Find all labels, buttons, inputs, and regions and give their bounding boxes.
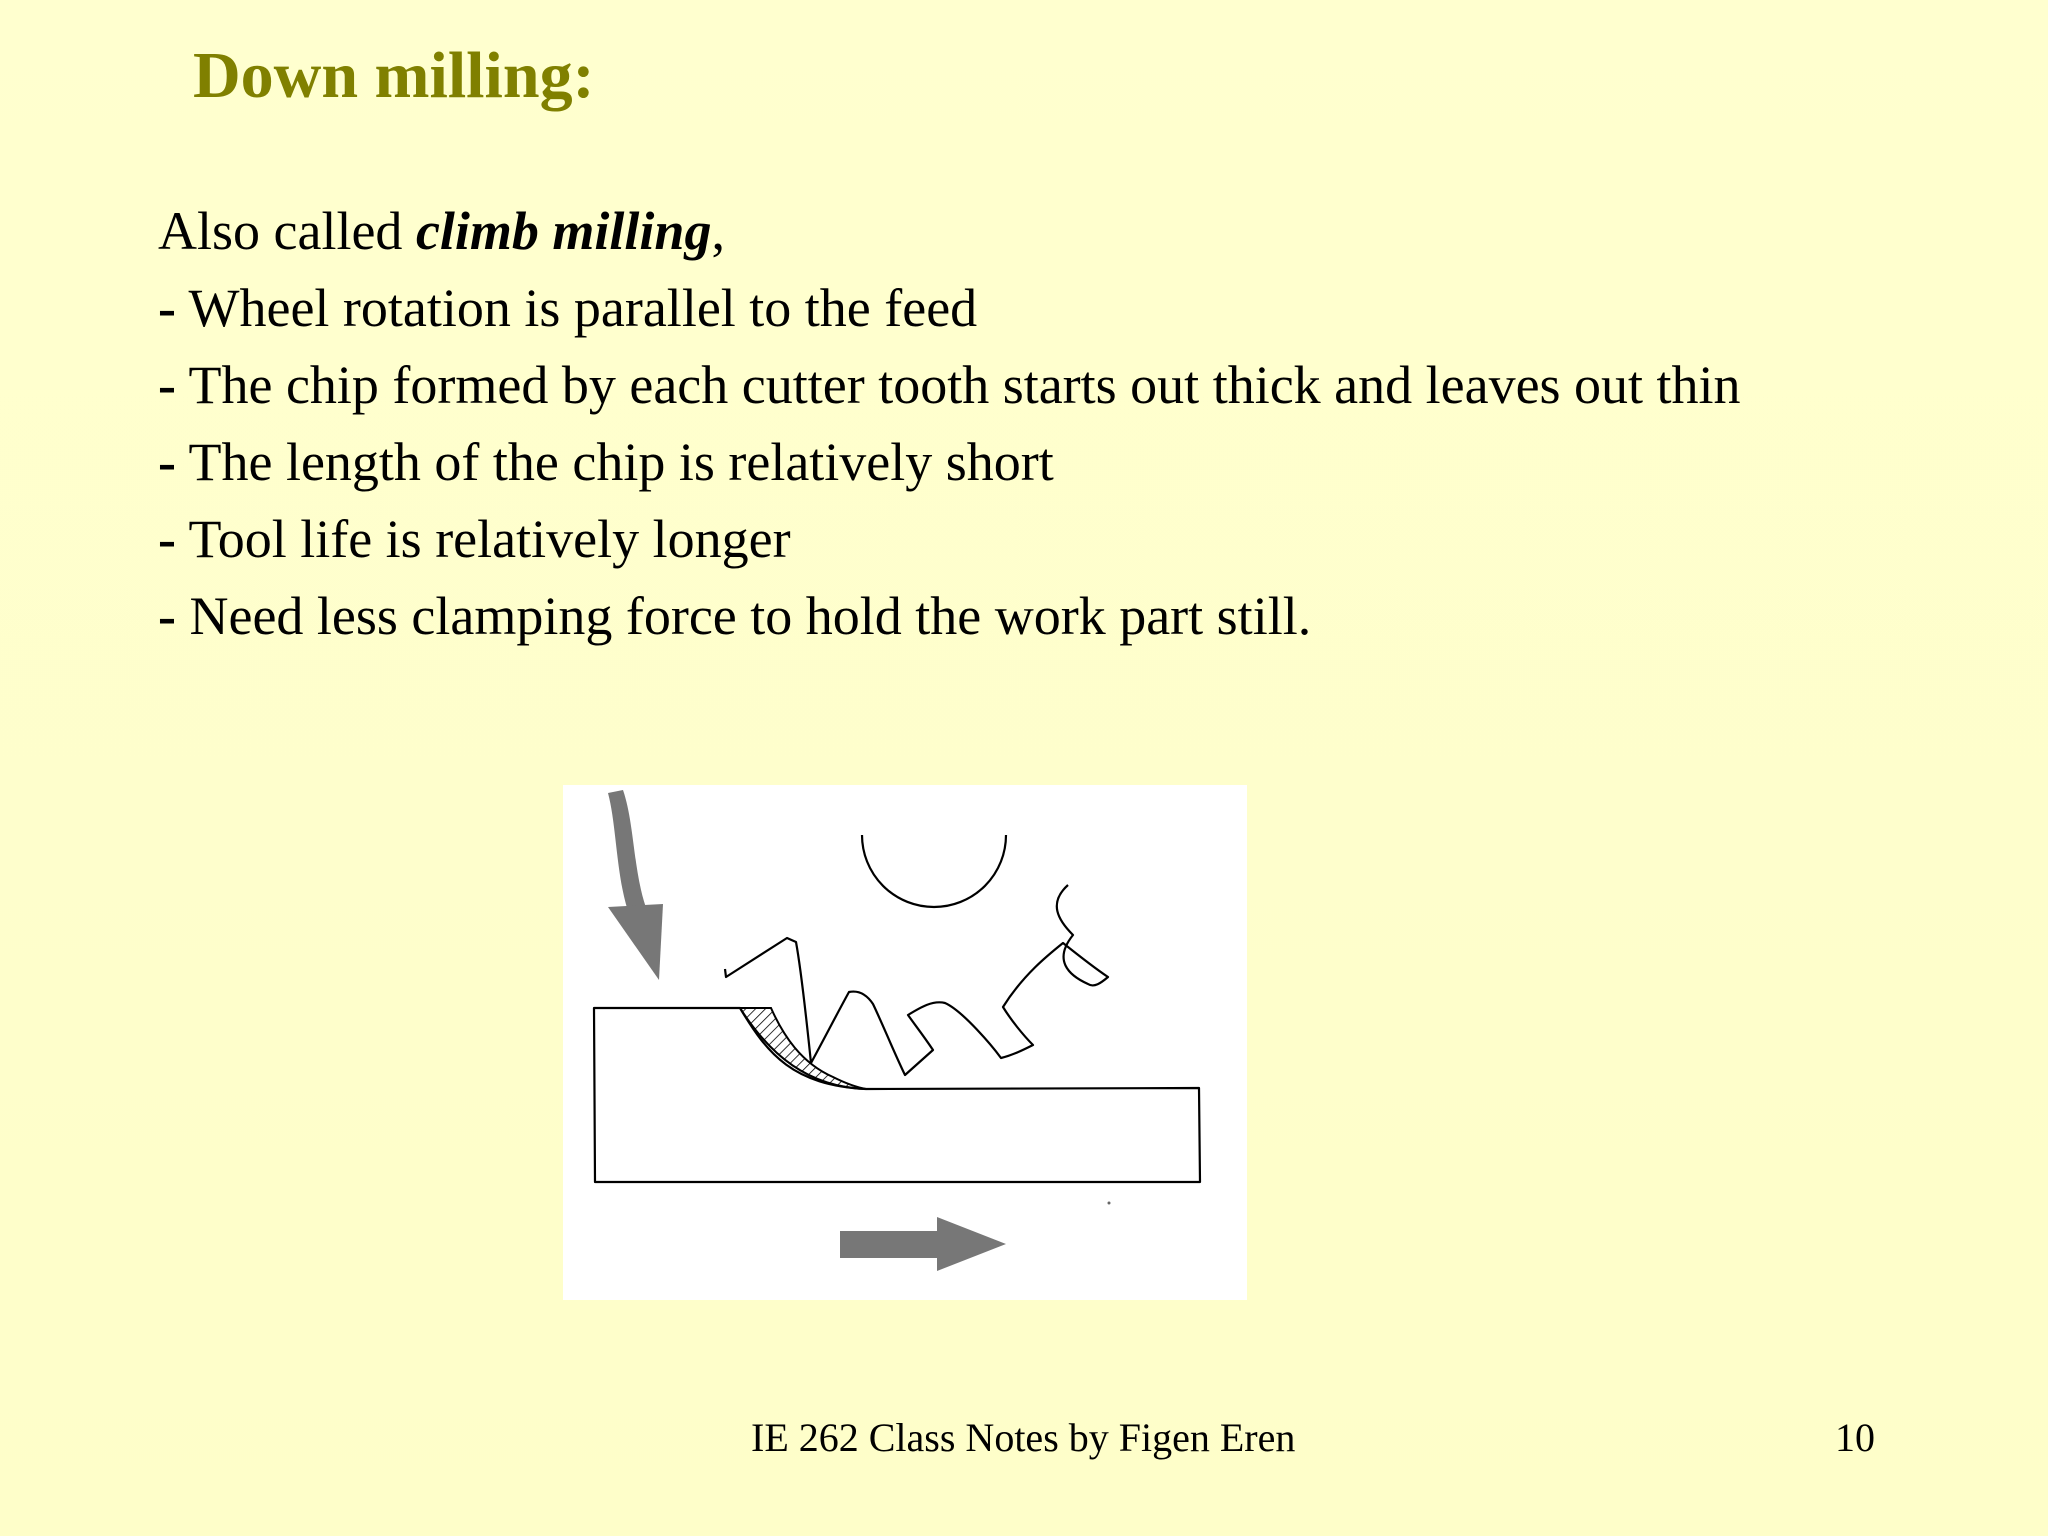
down-milling-diagram <box>563 785 1247 1300</box>
bullet-dash: - <box>158 509 176 569</box>
bullet-dash: - <box>158 278 176 338</box>
cutter-center-icon <box>862 835 1006 907</box>
diagram-svg <box>563 785 1247 1300</box>
slide-title: Down milling: <box>193 39 595 112</box>
bullet-dash: - <box>158 355 176 415</box>
bullet-dash: - <box>158 586 176 646</box>
bullet-item <box>158 429 1958 506</box>
bullet-item <box>158 275 1958 352</box>
slide-footer: IE 262 Class Notes by Figen Eren <box>751 1415 1296 1460</box>
bullet-text: Tool life is relatively longer <box>175 509 791 569</box>
bullet-text: Need less clamping force to hold the work part still. <box>175 586 1312 646</box>
bullet-text: The chip formed by each cutter tooth starts out thick and leaves out thin <box>175 355 1741 415</box>
intro-suffix: , <box>711 201 725 261</box>
slide-body <box>158 198 1958 660</box>
rotation-arrow-icon <box>608 790 663 980</box>
bullet-item <box>158 352 1958 429</box>
page-number: 10 <box>1835 1415 1875 1460</box>
feed-arrow-icon <box>840 1217 1006 1271</box>
intro-emphasis: climb milling <box>415 201 712 261</box>
bullet-text: The length of the chip is relatively short <box>175 432 1054 492</box>
bullet-item <box>158 583 1958 660</box>
speck-icon <box>1108 1202 1111 1205</box>
intro-prefix: Also called <box>158 201 416 261</box>
workpiece-icon <box>594 1008 1200 1182</box>
chip-icon <box>740 1008 866 1089</box>
intro-line <box>158 198 1958 275</box>
bullet-text: Wheel rotation is parallel to the feed <box>175 278 978 338</box>
bullet-item <box>158 506 1958 583</box>
bullet-dash: - <box>158 432 176 492</box>
